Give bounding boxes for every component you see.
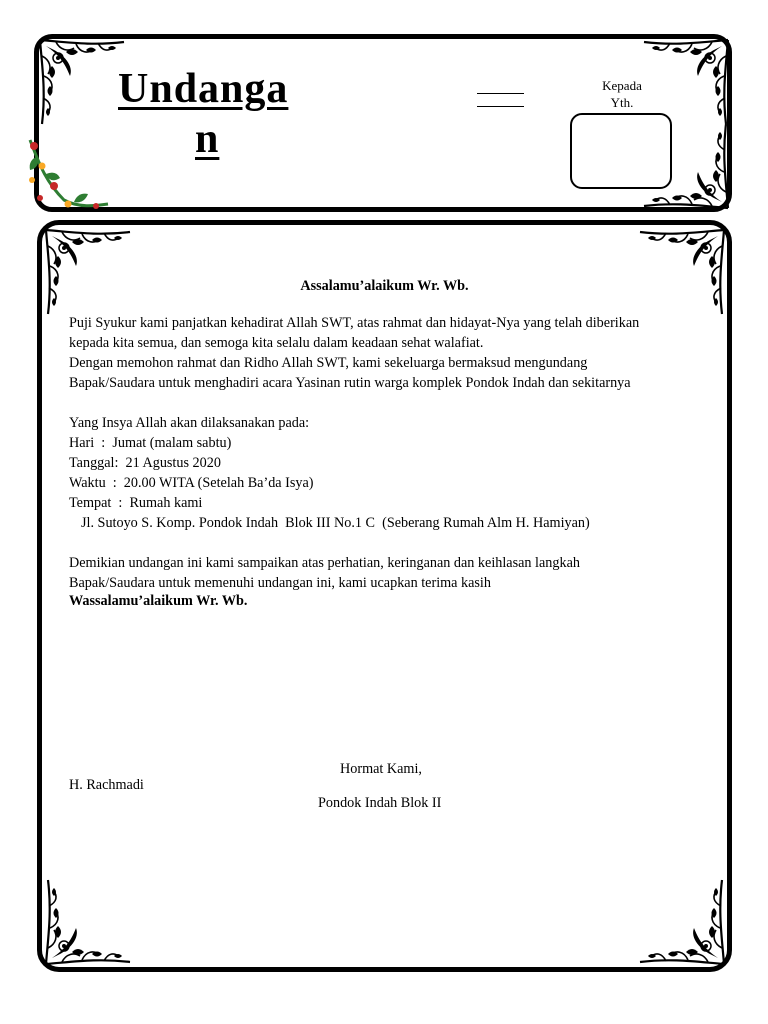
greeting: Assalamu’alaikum Wr. Wb. xyxy=(300,278,469,294)
schedule-hari: Hari : Jumat (malam sabtu) xyxy=(69,435,232,451)
yth-text: Yth. xyxy=(610,95,634,110)
hormat-kami: Hormat Kami, xyxy=(340,761,422,777)
intro-line: Puji Syukur kami panjatkan kehadirat Allah SWT, atas rahmat dan hidayat-Nya yang telah diberikan xyxy=(69,315,640,331)
recipient-label xyxy=(588,77,656,111)
signer-name: H. Rachmadi xyxy=(69,777,144,793)
floral-corner-icon xyxy=(36,36,128,128)
invitation-title-continued: n xyxy=(195,116,220,162)
signer-organization: Pondok Indah Blok II xyxy=(318,795,442,811)
schedule-alamat: Jl. Sutoyo S. Komp. Pondok Indah Blok III No.1 C (Seberang Rumah Alm H. Hamiyan) xyxy=(81,515,590,531)
farewell: Wassalamu’alaikum Wr. Wb. xyxy=(69,593,248,609)
schedule-tanggal: Tanggal: 21 Agustus 2020 xyxy=(69,455,221,471)
floral-corner-icon xyxy=(42,876,134,968)
floral-corner-icon xyxy=(42,226,134,318)
invitation-title: Undanga xyxy=(118,66,289,112)
blank-line xyxy=(477,93,524,94)
floral-corner-icon xyxy=(636,876,728,968)
intro-line: kepada kita semua, dan semoga kita selalu dalam keadaan sehat walafiat. xyxy=(69,335,484,351)
intro-line: Dengan memohon rahmat dan Ridho Allah SWT, kami sekeluarga bermaksud mengundang xyxy=(69,355,588,371)
intro-line: Bapak/Saudara untuk menghadiri acara Yasinan rutin warga komplek Pondok Indah dan sekitarnya xyxy=(69,375,631,391)
schedule-tempat: Tempat : Rumah kami xyxy=(69,495,203,511)
floral-corner-icon xyxy=(636,226,728,318)
closing-line: Bapak/Saudara untuk memenuhi undangan ini, kami ucapkan terima kasih xyxy=(69,575,491,591)
kepada-text: Kepada xyxy=(602,78,642,93)
closing-line: Demikian undangan ini kami sampaikan atas perhatian, keringanan dan keihlasan langkah xyxy=(69,555,580,571)
flower-sprig-icon xyxy=(24,120,114,212)
blank-line xyxy=(477,106,524,107)
schedule-intro: Yang Insya Allah akan dilaksanakan pada: xyxy=(69,415,310,431)
recipient-box xyxy=(570,113,672,189)
schedule-waktu: Waktu : 20.00 WITA (Setelah Ba’da Isya) xyxy=(69,475,314,491)
